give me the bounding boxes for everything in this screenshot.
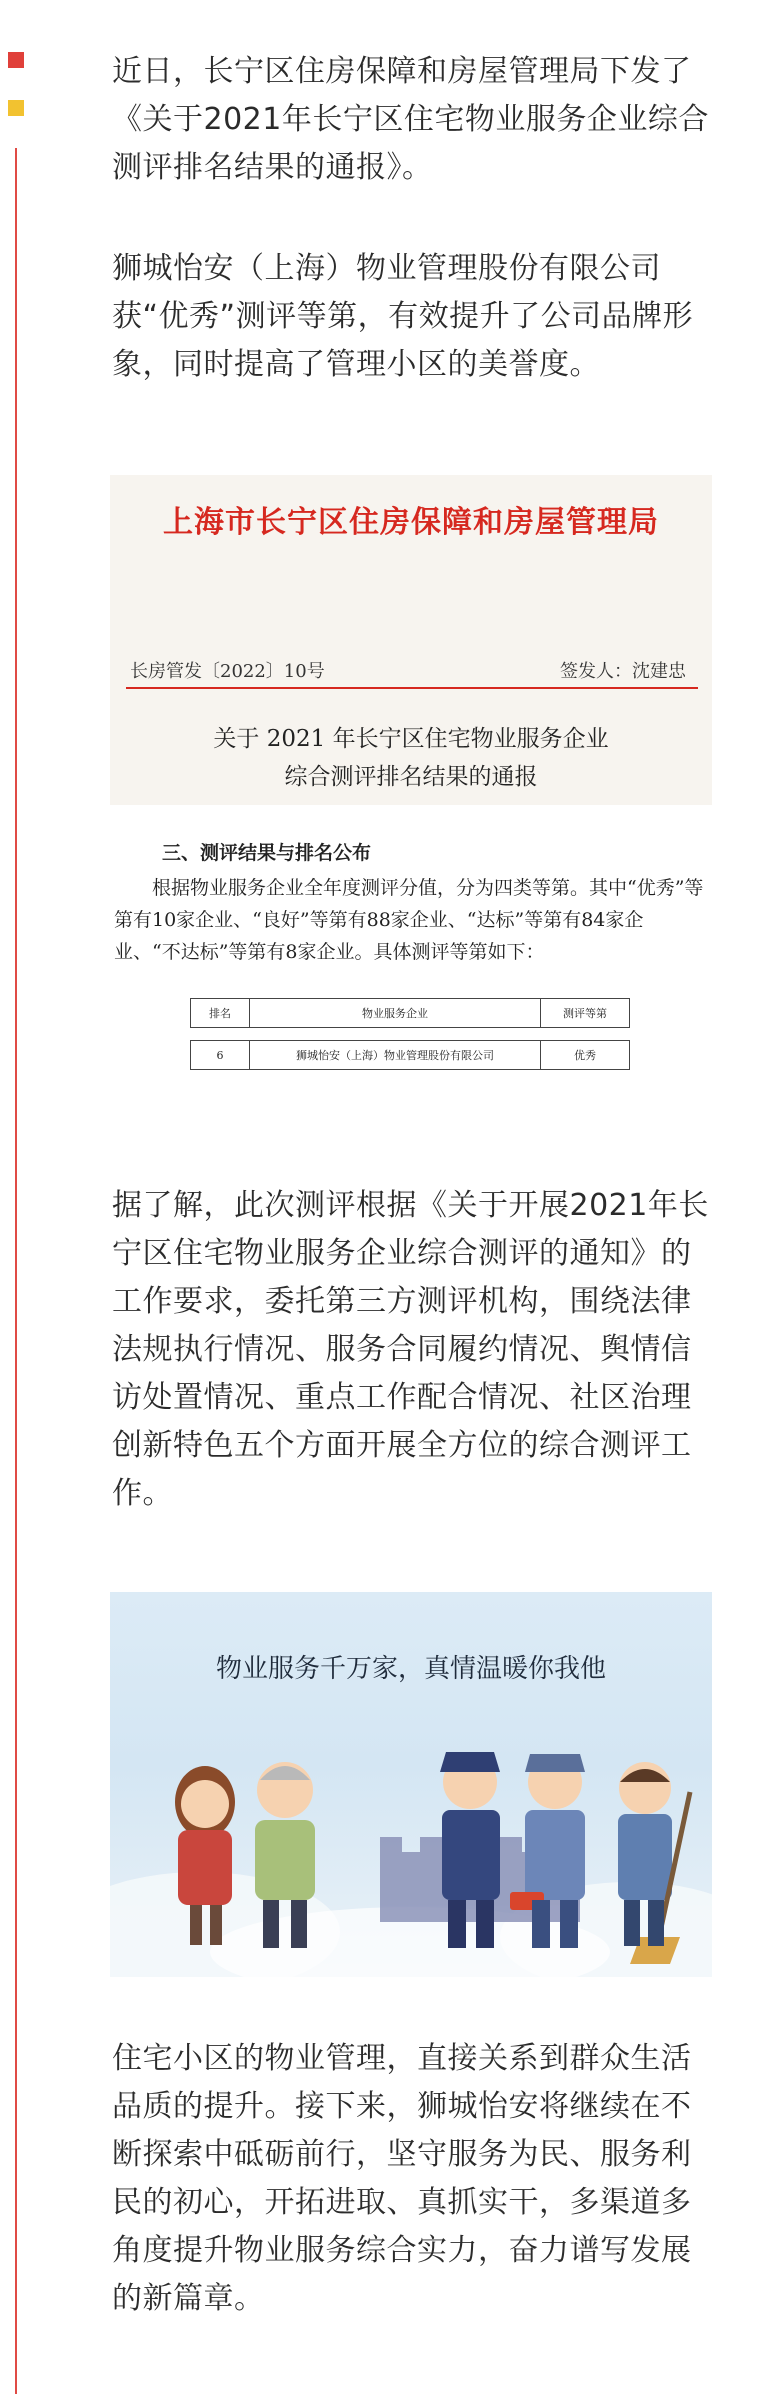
result-table [190,998,630,1070]
table-cell-grade: 优秀 [541,1041,630,1070]
table-header-rank: 排名 [191,999,250,1028]
document-signer: 签发人：沈建忠 [560,661,686,682]
document-red-rule [126,687,698,689]
document-number: 长房管发〔2022〕10号 [130,661,325,682]
result-body-text: 根据物业服务企业全年度测评分值，分为四类等第。其中“优秀”等第有10家企业、“良好”等第有88家企业、“达标”等第有84家企业、“不达标”等第有8家企业。具体测评等第如下： [114,877,704,963]
table-row [191,1041,630,1070]
table-header-row [191,999,630,1028]
table-header-company: 物业服务企业 [250,999,541,1028]
result-section-title: 三、测评结果与排名公布 [162,842,372,864]
decor-yellow-square [8,100,24,116]
table-cell-rank: 6 [191,1041,250,1070]
decor-vertical-line [15,148,17,2394]
paragraph-award: 狮城怡安（上海）物业管理股份有限公司获“优秀”测评等第，有效提升了公司品牌形象，同时提高了管理小区的美誉度。 [112,251,694,382]
cartoon-illustration [110,1592,712,1977]
paragraph-outlook: 住宅小区的物业管理，直接关系到群众生活品质的提升。接下来，狮城怡安将继续在不断探索中砥砺前行，坚守服务为民、服务利民的初心，开拓进取、真抓实干，多渠道多角度提升物业服务综合实力，奋力谱写发展的新篇章。 [112,2041,692,2316]
cartoon-slogan: 物业服务千万家，真情温暖你我他 [215,1654,606,1684]
document-title-line2: 综合测评排名结果的通报 [284,764,538,790]
table-header-grade: 测评等第 [541,999,630,1028]
paragraph-intro: 近日，长宁区住房保障和房屋管理局下发了《关于2021年长宁区住宅物业服务企业综合测评排名结果的通报》。 [112,54,709,185]
table-cell-company: 狮城怡安（上海）物业管理股份有限公司 [250,1041,541,1070]
paragraph-details: 据了解，此次测评根据《关于开展2021年长宁区住宅物业服务企业综合测评的通知》的工作要求，委托第三方测评机构，围绕法律法规执行情况、服务合同履约情况、舆情信访处置情况、重点工作配合情况、社区治理创新特色五个方面开展全方位的综合测评工作。 [112,1188,709,1511]
decor-red-square [8,52,24,68]
document-image [110,475,712,805]
document-organization: 上海市长宁区住房保障和房屋管理局 [163,505,659,540]
document-title-line1: 关于 2021 年长宁区住宅物业服务企业 [213,726,609,752]
result-image [110,838,712,1083]
